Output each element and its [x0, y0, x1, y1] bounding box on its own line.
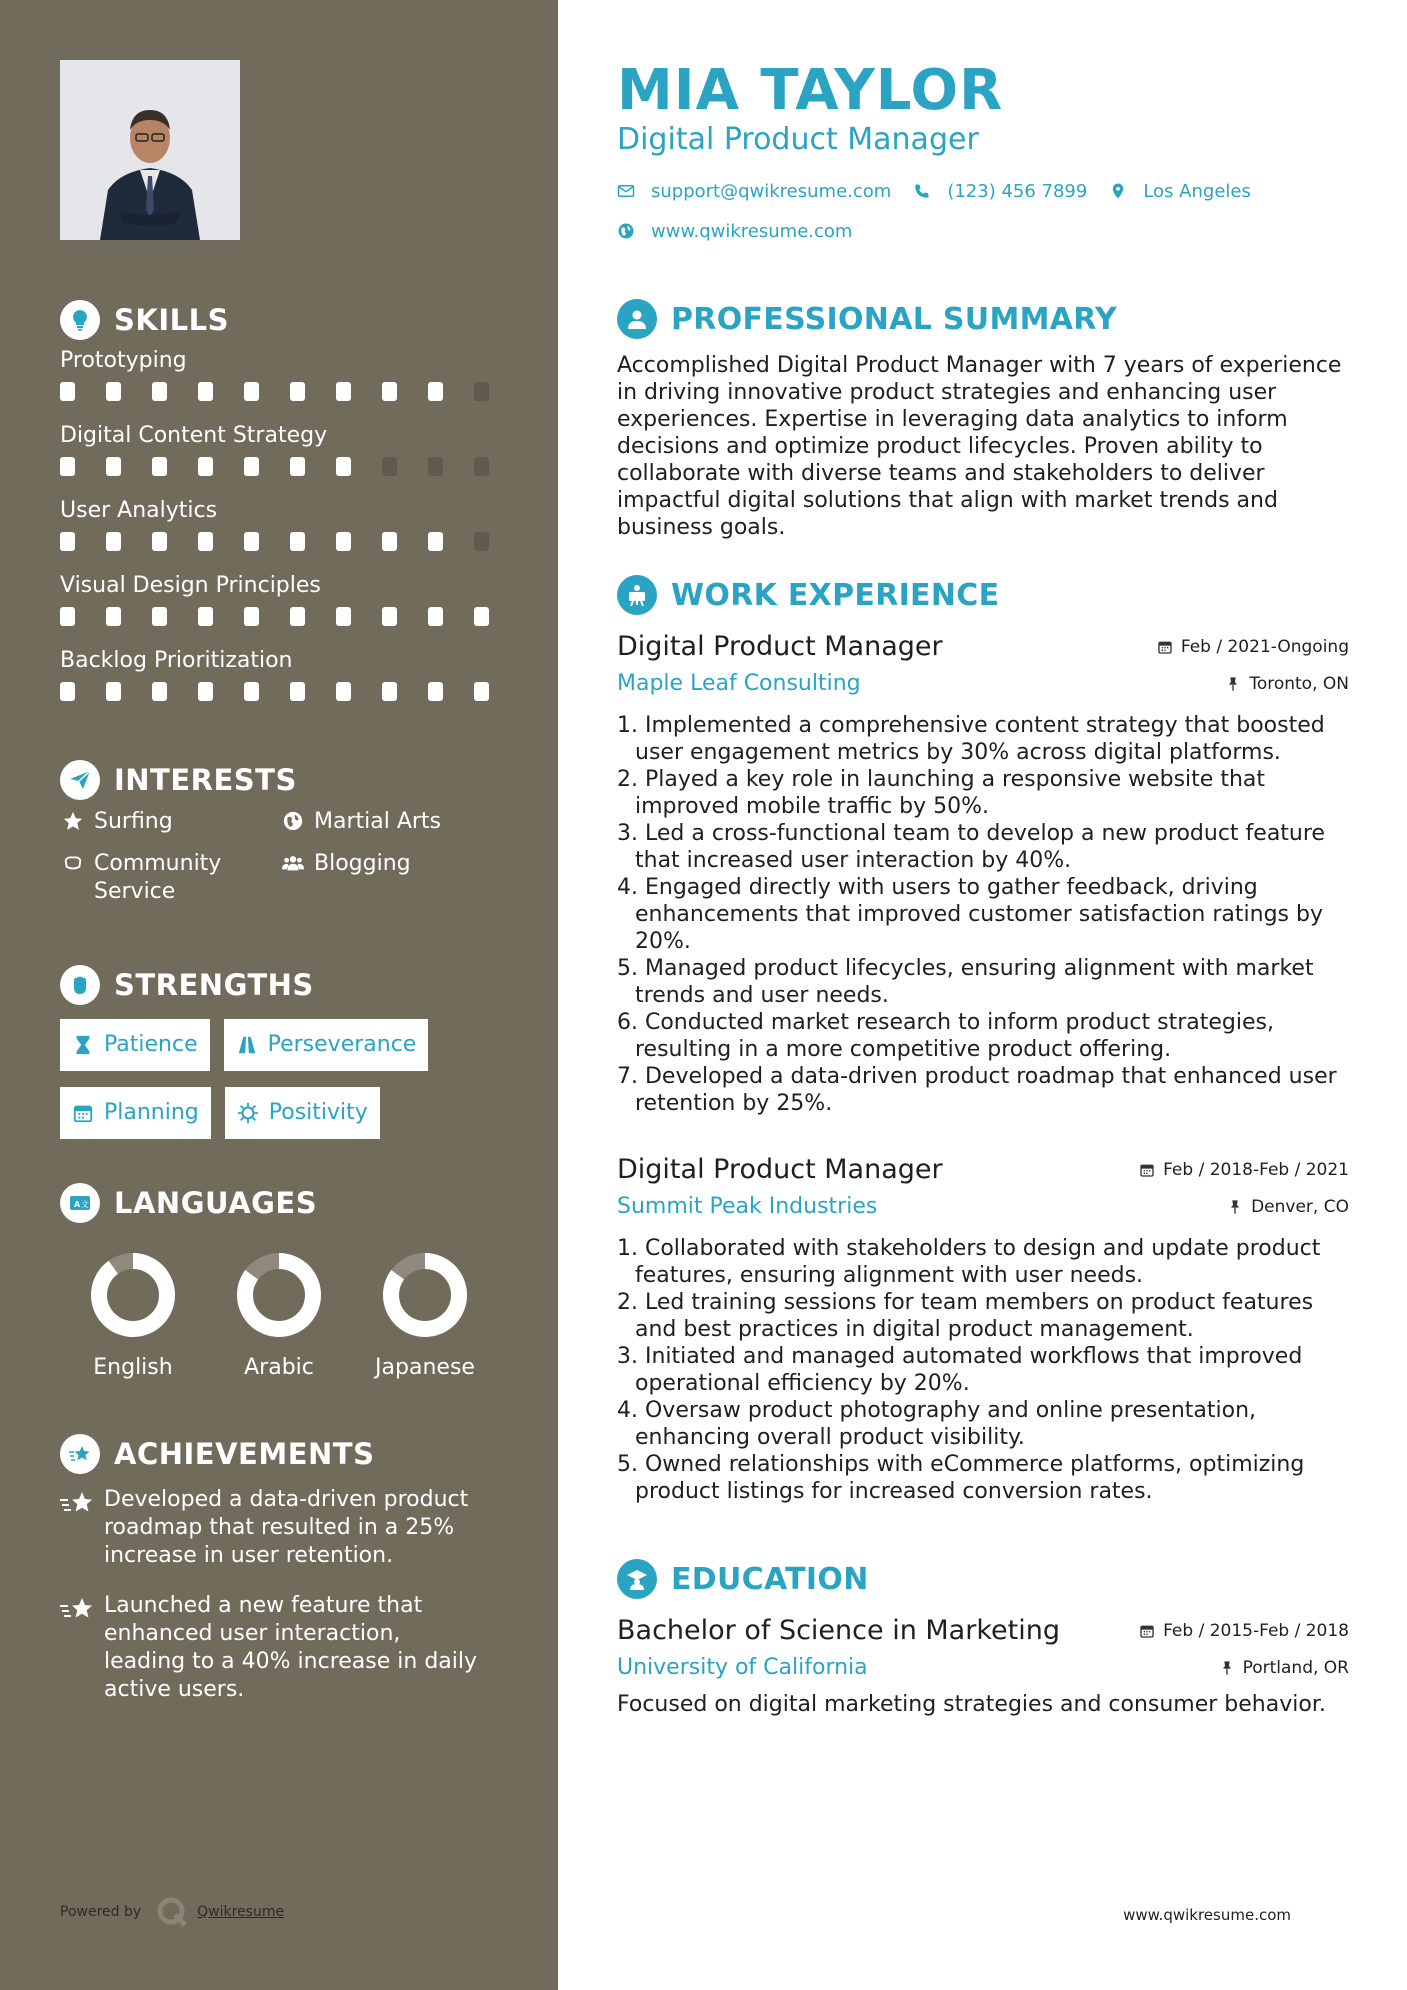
job-bullet: 3. Led a cross-functional team to develop a new product feature that increased user interaction by 40%. [617, 821, 1325, 873]
job-company: Summit Peak Industries [617, 1194, 878, 1219]
interest-item [280, 850, 500, 906]
achievement-text: Developed a data-driven product roadmap that resulted in a 25% increase in user retention. [104, 1487, 469, 1568]
rating-dot-filled [106, 532, 121, 551]
interests-heading [60, 760, 520, 800]
rating-dot-filled [198, 607, 213, 626]
achievements-heading [60, 1434, 520, 1474]
strength-tag [225, 1087, 380, 1139]
experience-title: WORK EXPERIENCE [671, 577, 1000, 613]
strengths-list [60, 1019, 480, 1139]
graduate-icon [617, 1559, 657, 1599]
website-contact[interactable] [617, 221, 852, 242]
interest-label: Community Service [94, 851, 222, 904]
rating-dot-filled [290, 382, 305, 401]
summary-heading [617, 298, 1349, 340]
location-contact [1109, 181, 1251, 202]
skill-rating [60, 455, 520, 477]
lightbulb-icon [60, 300, 100, 340]
job-bullet: 2. Played a key role in launching a responsive website that improved mobile traffic by 50%. [617, 767, 1266, 819]
job-title: Digital Product Manager [617, 631, 943, 662]
rating-dot-filled [152, 682, 167, 701]
interest-label: Martial Arts [314, 809, 442, 834]
rating-dot-filled [60, 532, 75, 551]
phone-icon [913, 182, 931, 200]
language-item [60, 1251, 206, 1380]
job-bullet: 4. Oversaw product photography and online presentation, enhancing overall product visibility. [617, 1398, 1257, 1450]
rating-dot-filled [198, 382, 213, 401]
rating-dot-filled [152, 532, 167, 551]
language-ring [381, 1251, 469, 1339]
skill-name: Backlog Prioritization [60, 648, 293, 673]
rating-dot-filled [152, 607, 167, 626]
skills-list [60, 346, 520, 721]
presenter-icon [617, 575, 657, 615]
strengths-heading [60, 965, 520, 1005]
languages-heading [60, 1183, 520, 1223]
qwikresume-logo-icon [155, 1895, 189, 1929]
shooting-star-icon [60, 1434, 100, 1474]
achievement-text: Launched a new feature that enhanced user interaction, leading to a 40% increase in daily active users. [104, 1593, 478, 1702]
strength-label: Perseverance [267, 1032, 417, 1057]
skills-section [60, 300, 520, 721]
job-dates [1139, 1160, 1349, 1180]
rating-dot-filled [428, 682, 443, 701]
rating-dot-empty [474, 532, 489, 551]
skill-item [60, 421, 520, 496]
achievement-item [60, 1592, 520, 1704]
degree-title: Bachelor of Science in Marketing [617, 1615, 1060, 1646]
skill-item [60, 571, 520, 646]
achievement-item [60, 1486, 520, 1570]
education-section [617, 1558, 1349, 1720]
interest-label: Blogging [314, 851, 411, 876]
school-name: University of California [617, 1655, 868, 1680]
job-bullet: 4. Engaged directly with users to gather feedback, driving enhancements that improved customer satisfaction ratings by 20%. [617, 875, 1323, 954]
languages-section [60, 1183, 520, 1380]
language-name: Arabic [244, 1355, 314, 1380]
experience-heading [617, 574, 1349, 616]
globe-icon [280, 808, 306, 834]
pushpin-icon [1225, 676, 1241, 692]
rating-dot-filled [290, 457, 305, 476]
rating-dot-filled [428, 607, 443, 626]
svg-text:文: 文 [81, 1200, 89, 1209]
languages-title: LANGUAGES [114, 1186, 318, 1220]
skill-rating [60, 530, 520, 552]
language-name: Japanese [375, 1355, 475, 1380]
shooting-star-icon [60, 1594, 94, 1626]
rating-dot-filled [474, 682, 489, 701]
summary-text: Accomplished Digital Product Manager with 7 years of experience in driving innovative product strategies and enhancing user experiences. Expertise in leveraging data analytics to inform decisions and optimize product lifecycles. Proven ability to collaborate with diverse teams and stakeholders to deliver impactful digital solutions that align with market trends and business goals. [617, 353, 1342, 540]
job-title: Digital Product Manager [617, 1154, 943, 1185]
users-icon [280, 850, 306, 876]
job-location [1225, 674, 1349, 694]
rating-dot-filled [428, 382, 443, 401]
language-ring-fill [99, 1261, 167, 1329]
candidate-title: Digital Product Manager [617, 122, 979, 157]
user-icon [617, 299, 657, 339]
skill-rating [60, 680, 520, 702]
rating-dot-filled [198, 682, 213, 701]
paper-plane-icon [60, 760, 100, 800]
education-dates-text: Feb / 2015-Feb / 2018 [1163, 1621, 1349, 1641]
rating-dot-filled [428, 532, 443, 551]
interest-item [60, 850, 280, 906]
skill-name: User Analytics [60, 498, 218, 523]
education-title: EDUCATION [671, 1561, 869, 1597]
strength-label: Patience [104, 1032, 198, 1057]
job-bullet: 7. Developed a data-driven product roadmap that enhanced user retention by 25%. [617, 1064, 1337, 1116]
job-dates [1157, 637, 1349, 657]
hourglass-icon [72, 1034, 94, 1056]
achievements-list [60, 1486, 520, 1704]
profile-photo [60, 60, 240, 240]
job-entry [617, 1151, 1349, 1505]
svg-text:A: A [74, 1200, 81, 1209]
location-text: Los Angeles [1143, 180, 1251, 202]
education-description: Focused on digital marketing strategies and consumer behavior. [617, 1692, 1326, 1717]
languages-list [60, 1251, 520, 1380]
strength-label: Planning [104, 1100, 199, 1125]
rating-dot-filled [60, 382, 75, 401]
star-icon [60, 808, 86, 834]
pushpin-icon [1227, 1199, 1243, 1215]
rating-dot-filled [198, 532, 213, 551]
skills-title: SKILLS [114, 303, 229, 337]
candidate-name: MIA TAYLOR [617, 58, 1004, 123]
education-heading [617, 1558, 1349, 1600]
rating-dot-filled [106, 682, 121, 701]
interests-title: INTERESTS [114, 763, 297, 797]
language-ring [89, 1251, 177, 1339]
main-content [617, 0, 1349, 1990]
rating-dot-filled [244, 607, 259, 626]
skill-rating [60, 380, 520, 402]
rating-dot-filled [290, 532, 305, 551]
skill-item [60, 346, 520, 421]
footer-url[interactable]: www.qwikresume.com [1123, 1906, 1291, 1924]
skill-item [60, 646, 520, 721]
education-dates [1139, 1621, 1349, 1641]
job-location-text: Toronto, ON [1249, 674, 1349, 694]
calendar-icon [1139, 1623, 1155, 1639]
job-company: Maple Leaf Consulting [617, 671, 861, 696]
phone-contact[interactable] [913, 181, 1087, 202]
skill-rating [60, 605, 520, 627]
strength-tag [60, 1019, 210, 1071]
skills-heading [60, 300, 520, 340]
rating-dot-filled [336, 382, 351, 401]
rating-dot-filled [106, 607, 121, 626]
strengths-section [60, 965, 520, 1139]
person-portrait-icon [60, 60, 240, 240]
calendar-icon [1139, 1162, 1155, 1178]
contact-info [617, 178, 1349, 258]
job-bullets [617, 1235, 1349, 1505]
rating-dot-filled [382, 682, 397, 701]
job-bullet: 1. Collaborated with stakeholders to design and update product features, ensuring alignment with user needs. [617, 1236, 1321, 1288]
rating-dot-filled [244, 682, 259, 701]
rating-dot-filled [336, 532, 351, 551]
job-bullet: 2. Led training sessions for team members on product features and best practices in digital product management. [617, 1290, 1314, 1342]
interests-section [60, 760, 520, 906]
job-bullets [617, 712, 1349, 1117]
rating-dot-filled [60, 607, 75, 626]
rating-dot-filled [336, 682, 351, 701]
job-dates-text: Feb / 2021-Ongoing [1180, 637, 1349, 657]
powered-by-label: Powered by [60, 1904, 142, 1920]
rating-dot-empty [428, 457, 443, 476]
job-bullet: 5. Managed product lifecycles, ensuring alignment with market trends and user needs. [617, 956, 1314, 1008]
strength-tag [60, 1087, 211, 1139]
achievements-title: ACHIEVEMENTS [114, 1437, 375, 1471]
rating-dot-filled [336, 607, 351, 626]
rating-dot-filled [198, 457, 213, 476]
globe-icon [617, 222, 635, 240]
skill-item [60, 496, 520, 571]
email-text: support@qwikresume.com [651, 180, 892, 202]
interest-item [280, 808, 500, 836]
rating-dot-filled [474, 607, 489, 626]
strengths-title: STRENGTHS [114, 968, 314, 1002]
sun-icon [237, 1102, 259, 1124]
rating-dot-empty [474, 382, 489, 401]
interest-item [60, 808, 280, 836]
rating-dot-filled [152, 457, 167, 476]
strength-label: Positivity [268, 1100, 368, 1125]
education-location-text: Portland, OR [1242, 1658, 1349, 1678]
translate-icon [60, 1183, 100, 1223]
website-text: www.qwikresume.com [651, 220, 853, 242]
envelope-icon [617, 182, 635, 200]
rating-dot-filled [60, 682, 75, 701]
experience-section [617, 574, 1349, 1539]
fist-icon [60, 965, 100, 1005]
skill-name: Digital Content Strategy [60, 423, 328, 448]
job-bullet: 1. Implemented a comprehensive content strategy that boosted user engagement metrics by 30% across digital platforms. [617, 713, 1325, 765]
job-dates-text: Feb / 2018-Feb / 2021 [1163, 1160, 1349, 1180]
job-bullet: 3. Initiated and managed automated workflows that improved operational efficiency by 20%. [617, 1344, 1303, 1396]
rating-dot-filled [336, 457, 351, 476]
job-bullet: 5. Owned relationships with eCommerce platforms, optimizing product listings for increased conversion rates. [617, 1452, 1305, 1504]
road-icon [236, 1034, 258, 1056]
rating-dot-filled [290, 607, 305, 626]
skill-name: Visual Design Principles [60, 573, 321, 598]
powered-by [60, 1895, 284, 1929]
phone-text: (123) 456 7899 [947, 180, 1088, 202]
calendar-icon [72, 1102, 94, 1124]
hand-icon [60, 850, 86, 876]
rating-dot-filled [244, 457, 259, 476]
summary-title: PROFESSIONAL SUMMARY [671, 301, 1118, 337]
education-location [1219, 1658, 1349, 1678]
interests-list [60, 808, 520, 906]
job-bullet: 6. Conducted market research to inform product strategies, resulting in a more competitive product offering. [617, 1010, 1274, 1062]
rating-dot-filled [244, 382, 259, 401]
achievements-section [60, 1434, 520, 1726]
calendar-icon [1157, 639, 1173, 655]
rating-dot-filled [106, 382, 121, 401]
language-item [206, 1251, 352, 1380]
skill-name: Prototyping [60, 348, 187, 373]
rating-dot-filled [152, 382, 167, 401]
rating-dot-filled [290, 682, 305, 701]
rating-dot-filled [106, 457, 121, 476]
language-item [352, 1251, 498, 1380]
rating-dot-empty [474, 457, 489, 476]
rating-dot-filled [382, 532, 397, 551]
rating-dot-filled [244, 532, 259, 551]
strength-tag [224, 1019, 429, 1071]
sidebar [0, 0, 558, 1990]
rating-dot-filled [60, 457, 75, 476]
job-location-text: Denver, CO [1251, 1197, 1349, 1217]
language-name: English [93, 1355, 173, 1380]
rating-dot-filled [382, 607, 397, 626]
job-location [1227, 1197, 1349, 1217]
rating-dot-empty [382, 457, 397, 476]
summary-section [617, 298, 1349, 541]
pushpin-icon [1219, 1660, 1235, 1676]
language-ring [235, 1251, 323, 1339]
interest-label: Surfing [94, 809, 173, 834]
qwikresume-link[interactable]: Qwikresume [197, 1904, 285, 1920]
email-contact[interactable] [617, 181, 891, 202]
job-entry [617, 628, 1349, 1117]
shooting-star-icon [60, 1488, 94, 1520]
map-pin-icon [1109, 182, 1127, 200]
rating-dot-filled [382, 382, 397, 401]
